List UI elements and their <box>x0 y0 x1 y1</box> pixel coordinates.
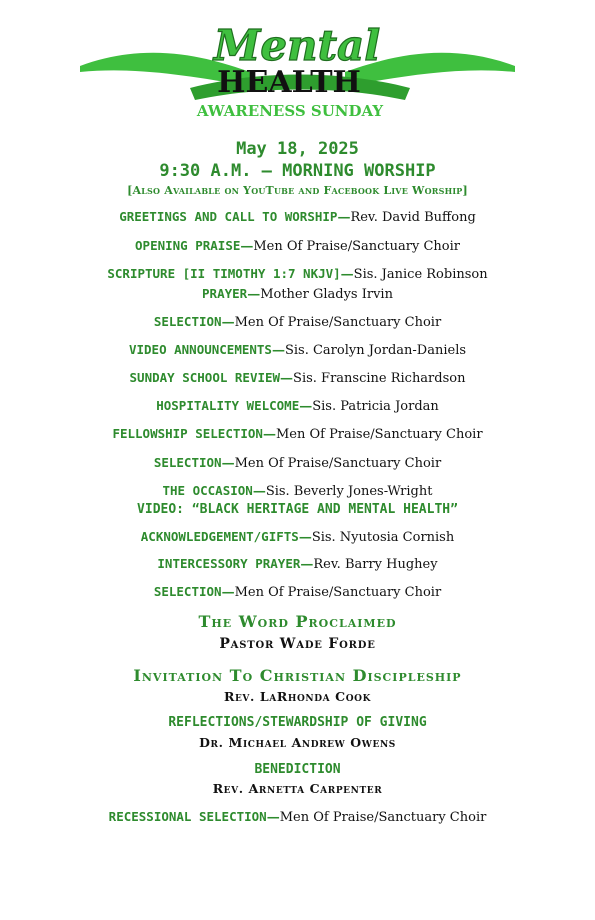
program-item: THE OCCASION—Sis. Beverly Jones-Wright <box>162 483 433 499</box>
program-item: VIDEO ANNOUNCEMENTS—Sis. Carolyn Jordan-Daniels <box>128 342 467 358</box>
program-item: INTERCESSORY PRAYER—Rev. Barry Hughey <box>157 556 438 572</box>
banner-script-word: Mental <box>213 21 381 70</box>
streaming-note: [Also Available on YouTube and Facebook Live Worship] <box>127 184 468 197</box>
program-item: HOSPITALITY WELCOME—Sis. Patricia Jordan <box>156 398 439 414</box>
program-item: SELECTION—Men Of Praise/Sanctuary Choir <box>153 455 442 471</box>
word-title: The Word Proclaimed <box>198 612 397 631</box>
service-date: May 18, 2025 <box>236 139 359 159</box>
reflections-speaker: Dr. Michael Andrew Owens <box>199 735 396 750</box>
program-item: ACKNOWLEDGEMENT/GIFTS—Sis. Nyutosia Cornish <box>140 529 455 545</box>
program-item: GREETINGS AND CALL TO WORSHIP—Rev. David Buffong <box>119 209 476 225</box>
program-item: SUNDAY SCHOOL REVIEW—Sis. Franscine Richardson <box>129 370 466 386</box>
video-title: VIDEO: “BLACK HERITAGE AND MENTAL HEALTH” <box>137 502 458 517</box>
program-item: PRAYER—Mother Gladys Irvin <box>202 286 393 302</box>
program-item: SCRIPTURE [II TIMOTHY 1:7 NKJV]—Sis. Janice Robinson <box>107 266 488 282</box>
reflections-title: REFLECTIONS/STEWARDSHIP OF GIVING <box>168 715 427 730</box>
program-item: OPENING PRAISE—Men Of Praise/Sanctuary Choir <box>135 238 460 254</box>
invitation-title: Invitation To Christian Discipleship <box>133 666 462 685</box>
program-item-recessional: RECESSIONAL SELECTION—Men Of Praise/Sanctuary Choir <box>108 809 487 825</box>
mental-health-banner-logo <box>0 0 595 130</box>
service-time: 9:30 A.M. — MORNING WORSHIP <box>159 161 436 181</box>
benediction-speaker: Rev. Arnetta Carpenter <box>212 781 383 796</box>
word-speaker: Pastor Wade Forde <box>219 636 376 652</box>
invitation-speaker: Rev. LaRhonda Cook <box>223 689 372 704</box>
program-item: SELECTION—Men Of Praise/Sanctuary Choir <box>153 584 442 600</box>
banner-main-word: HEALTH <box>217 65 361 100</box>
benediction-title: BENEDICTION <box>254 762 341 777</box>
program-item: FELLOWSHIP SELECTION—Men Of Praise/Sanctuary Choir <box>112 426 483 442</box>
banner-sub-word: AWARENESS SUNDAY <box>196 102 384 120</box>
program-item: SELECTION—Men Of Praise/Sanctuary Choir <box>153 314 442 330</box>
